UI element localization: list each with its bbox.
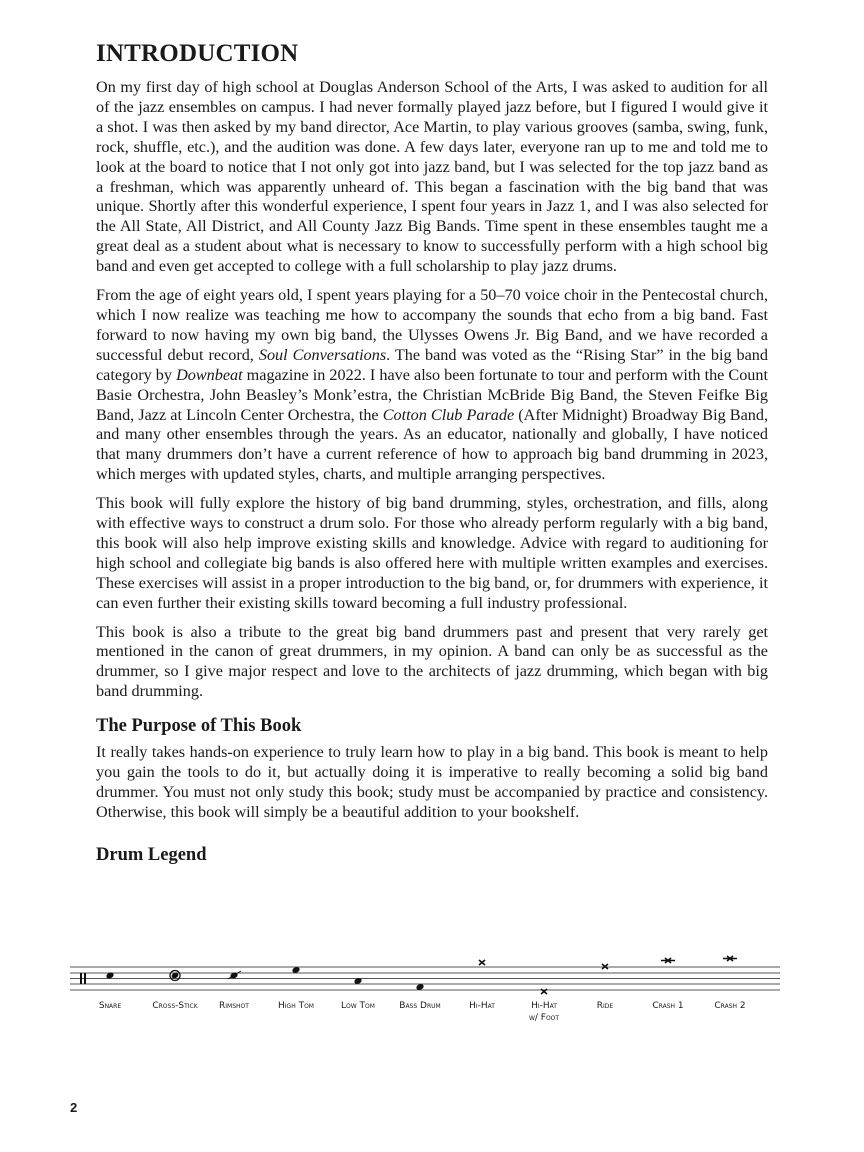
hi-hat-label: Hi-Hat — [531, 1001, 557, 1011]
crash-2-note — [723, 956, 737, 961]
text-run: magazine in 2022. I have also been fortunate to tour and perform with the Count Basie Orchestra, John Beasley’s Monk’estra, the Christian McBride Big Band, the Steven Feifke Big Band, Jazz at Lincoln Center Orchestra, the — [96, 365, 768, 424]
legend-label-ride: Ride — [596, 1001, 614, 1011]
percussion-clef — [80, 973, 82, 984]
magazine-title: Downbeat — [176, 365, 243, 384]
paragraph-4: This book is also a tribute to the great big band drummers past and present that very rarely get mentioned in the canon of great drummers, in my opinion. A band can only be as successful as the drummer, so I give major respect and love to the architects of jazz drumming, which began with big band drumming. — [96, 622, 768, 701]
drum-staff — [70, 950, 780, 1000]
text-run: From the age of eight years old, I spent years playing for a 50–70 voice choir in the Pentecostal church, which I now realize was teaching me how to accompany the sounds that echo from a big band. Fast forward to now having my own big band, the Ulysses Owens Jr. Big Band, and we have recorded a successful debut record, — [96, 286, 768, 364]
legend-label-snare: Snare — [98, 1001, 122, 1011]
foot-sub-label: w/ Foot — [528, 1013, 560, 1023]
drum-legend-heading: Drum Legend — [96, 844, 207, 865]
legend-label-crash-1: Crash 1 — [652, 1001, 684, 1011]
drum-legend — [70, 950, 780, 1040]
purpose-heading: The Purpose of This Book — [96, 716, 302, 737]
legend-label-bass-drum: Bass Drum — [399, 1001, 441, 1011]
percussion-clef — [84, 973, 86, 984]
legend-label-hi-hat: Hi-Hat — [469, 1001, 495, 1011]
text-run: (After Midnight) Broadway Big Band, and many other ensembles through the years. As an educator, nationally and globally, I have noticed that many drummers don’t have a current reference of how to approach big band drumming in 2023, which merges with updated styles, charts, and multiple arranging perspectives. — [96, 405, 768, 484]
legend-label-low-tom: Low Tom — [341, 1001, 375, 1011]
legend-label-high-tom: High Tom — [278, 1001, 314, 1011]
paragraph-2 — [96, 286, 768, 485]
legend-label-rimshot: Rimshot — [219, 1001, 249, 1011]
text-run: . The band was voted as the “Rising Star” in the big band category by — [96, 345, 768, 384]
hi-hat-note — [479, 960, 485, 965]
legend-label-cross-stick: Cross-Stick — [152, 1001, 198, 1011]
page-content — [96, 40, 768, 872]
crash-1-note — [661, 958, 675, 963]
show-title: Cotton Club Parade — [382, 405, 515, 424]
page-number: 2 — [70, 1100, 78, 1115]
purpose-paragraph: It really takes hands-on experience to truly learn how to play in a big band. This book is meant to help you gain the tools to do it, but actually doing it is imperative to really becoming a solid big band drummer. You must not only study this book; study must be accompanied by practice and consistency. Otherwise, this book will simply be a beautiful addition to your bookshelf. — [96, 743, 768, 821]
paragraph-3: This book will fully explore the history of big band drumming, styles, orchestration, and fills, along with effective ways to construct a drum solo. For those who already perform regularly with a big band, this book will also help improve existing skills and knowledge. Advice with regard to auditioning for high school and collegiate big bands is also offered here with multiple written examples and exercises. These exercises will assist in a proper introduction to the big band, or, for drummers with experience, it can even further their existing skills toward becoming a full industry professional. — [96, 494, 768, 612]
legend-label-crash-2: Crash 2 — [714, 1001, 746, 1011]
page-title: INTRODUCTION — [96, 40, 299, 67]
album-title: Soul Conversations — [258, 345, 387, 364]
paragraph-1: On my first day of high school at Douglas Anderson School of the Arts, I was asked to audition for all of the jazz ensembles on campus. I had never formally played jazz before, but I figured I would give it a shot. I was then asked by my band director, Ace Martin, to play various grooves (samba, swing, funk, rock, shuffle, etc.), and the audition was done. A few days later, everyone ran up to me and told me to look at the board to notice that I not only got into jazz band, but I was selected for the top jazz band as a freshman, which was apparently unheard of. This began a fascination with the big band that was unique. Shortly after this wonderful experience, I spent four years in Jazz 1, and I was also selected for the All State, All District, and All County Jazz Big Bands. Time spent in these ensembles taught me a great deal as a student about what is necessary to know to successfully perform with a high school big band and even get accepted to college with a full scholarship to play jazz drums. — [96, 78, 768, 276]
